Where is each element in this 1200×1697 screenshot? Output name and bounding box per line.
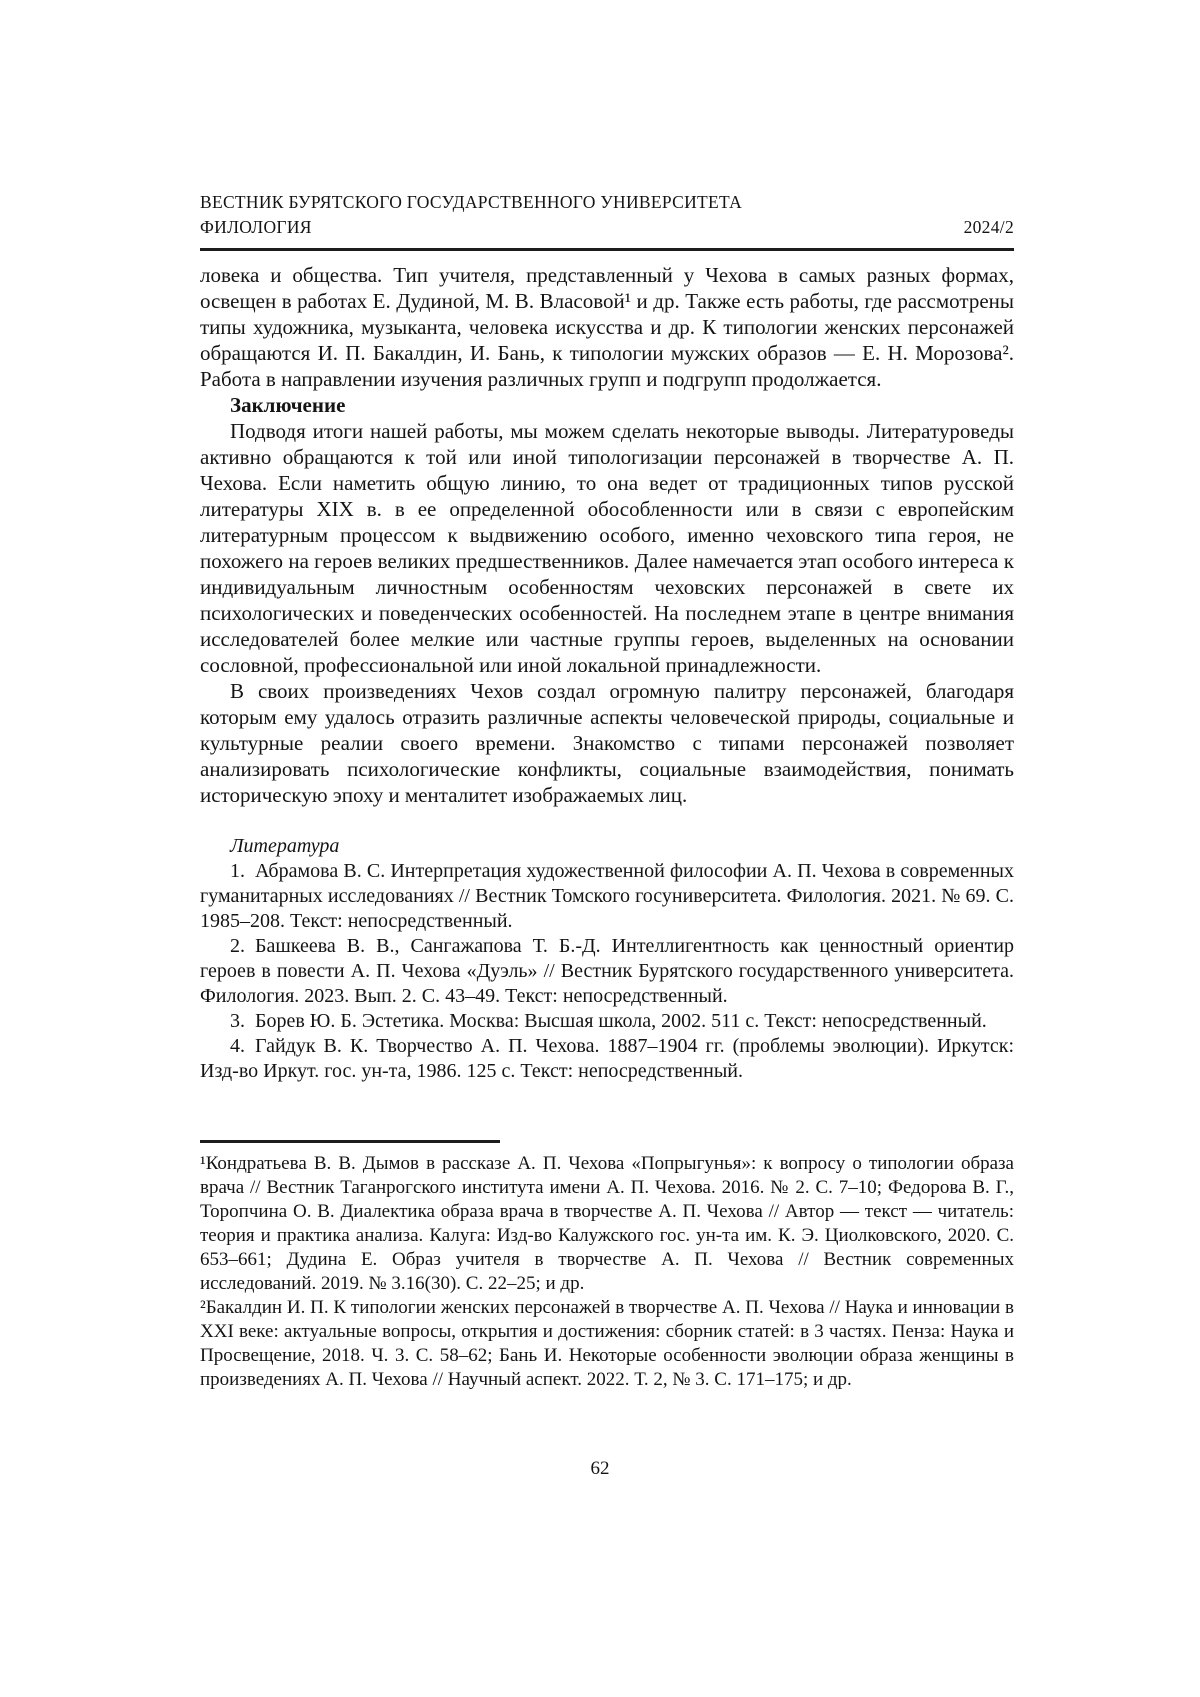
literature-heading: Литература: [230, 835, 340, 857]
footnotes-section: [200, 1140, 1014, 1392]
footnote-item: ¹Кондратьева В. В. Дымов в рассказе А. П. Чехова «Попрыгунья»: к вопросу о типологии образа врача // Вестник Таганрогского института имени А. П. Чехова. 2016. № 2. С. 7–10; Федорова В. Г., Торопчина О. В. Диалектика образа врача в творчестве А. П. Чехова // Автор — текст — читатель: теория и практика анализа. Калуга: Изд-во Калужского гос. ун-та им. К. Э. Циолковского, 2020. С. 653–661; Дудина Е. Образ учителя в творчестве А. П. Чехова // Вестник современных исследований. 2019. № 3.16(30). С. 22–25; и др.: [200, 1153, 1014, 1294]
running-head-row2: [200, 215, 1014, 240]
text-column: [200, 190, 1014, 1392]
conclusion-paragraph-1: Подводя итоги нашей работы, мы можем сделать некоторые выводы. Литературоведы активно обращаются к той или иной типологизации персонажей в творчестве А. П. Чехова. Если наметить общую линию, то она ведет от традиционных типов русской литературы XIX в. в ее определенной обособленности или в связи с европейским литературным процессом к выдвижению особого, именно чеховского типа героя, не похожего на героев великих предшественников. Далее намечается этап особого интереса к индивидуальным личностным особенностям чеховских персонажей в свете их психологических и поведенческих особенностей. На последнем этапе в центре внимания исследователей более мелкие или частные группы героев, выделенных на основании сословной, профессиональной или иной локальной принадлежности.: [200, 419, 1014, 677]
header-rule: [200, 248, 1014, 251]
journal-section: ФИЛОЛОГИЯ: [200, 217, 312, 237]
issue-number: 2024/2: [963, 217, 1014, 237]
article-body: [200, 262, 1014, 808]
page-number: 62: [590, 1458, 610, 1479]
continuation-paragraph: ловека и общества. Тип учителя, представленный у Чехова в самых разных формах, освещен в работах Е. Дудиной, М. В. Власовой¹ и др. Также есть работы, где рассмотрены типы художника, музыканта, человека искусства и др. К типологии женских персонажей обращаются И. П. Бакалдин, И. Бань, к типологии мужских образов — Е. Н. Морозова². Работа в направлении изучения различных групп и подгрупп продолжается.: [200, 263, 1014, 391]
reference-item: 3. Борев Ю. Б. Эстетика. Москва: Высшая школа, 2002. 511 с. Текст: непосредственный.: [230, 1010, 987, 1032]
reference-item: 1. Абрамова В. С. Интерпретация художественной философии А. П. Чехова в современных гуманитарных исследованиях // Вестник Томского госуниверситета. Филология. 2021. № 69. С. 1985–208. Текст: непосредственный.: [200, 860, 1014, 932]
footnote-item: ²Бакалдин И. П. К типологии женских персонажей в творчестве А. П. Чехова // Наука и инновации в XXI веке: актуальные вопросы, открытия и достижения: сборник статей: в 3 частях. Пенза: Наука и Просвещение, 2018. Ч. 3. С. 58–62; Бань И. Некоторые особенности эволюции образа женщины в произведениях А. П. Чехова // Научный аспект. 2022. Т. 2, № 3. С. 171–175; и др.: [200, 1297, 1014, 1390]
footnote-rule: [200, 1140, 500, 1143]
journal-title: ВЕСТНИК БУРЯТСКОГО ГОСУДАРСТВЕННОГО УНИВЕРСИТЕТА: [200, 192, 743, 212]
running-head: [200, 190, 1014, 251]
reference-item: 2. Башкеева В. В., Сангажапова Т. Б.-Д. Интеллигентность как ценностный ориентир героев в повести А. П. Чехова «Дуэль» // Вестник Бурятского государственного университета. Филология. 2023. Вып. 2. С. 43–49. Текст: непосредственный.: [200, 935, 1014, 1007]
references-section: [200, 834, 1014, 1084]
conclusion-heading: Заключение: [230, 393, 346, 417]
conclusion-paragraph-2: В своих произведениях Чехов создал огромную палитру персонажей, благодаря которым ему удалось отразить различные аспекты человеческой природы, социальные и культурные реалии своего времени. Знакомство с типами персонажей позволяет анализировать психологические конфликты, социальные взаимодействия, понимать историческую эпоху и менталитет изображаемых лиц.: [200, 679, 1014, 807]
reference-item: 4. Гайдук В. К. Творчество А. П. Чехова. 1887–1904 гг. (проблемы эволюции). Иркутск: Изд-во Иркут. гос. ун-та, 1986. 125 с. Текст: непосредственный.: [200, 1035, 1014, 1082]
